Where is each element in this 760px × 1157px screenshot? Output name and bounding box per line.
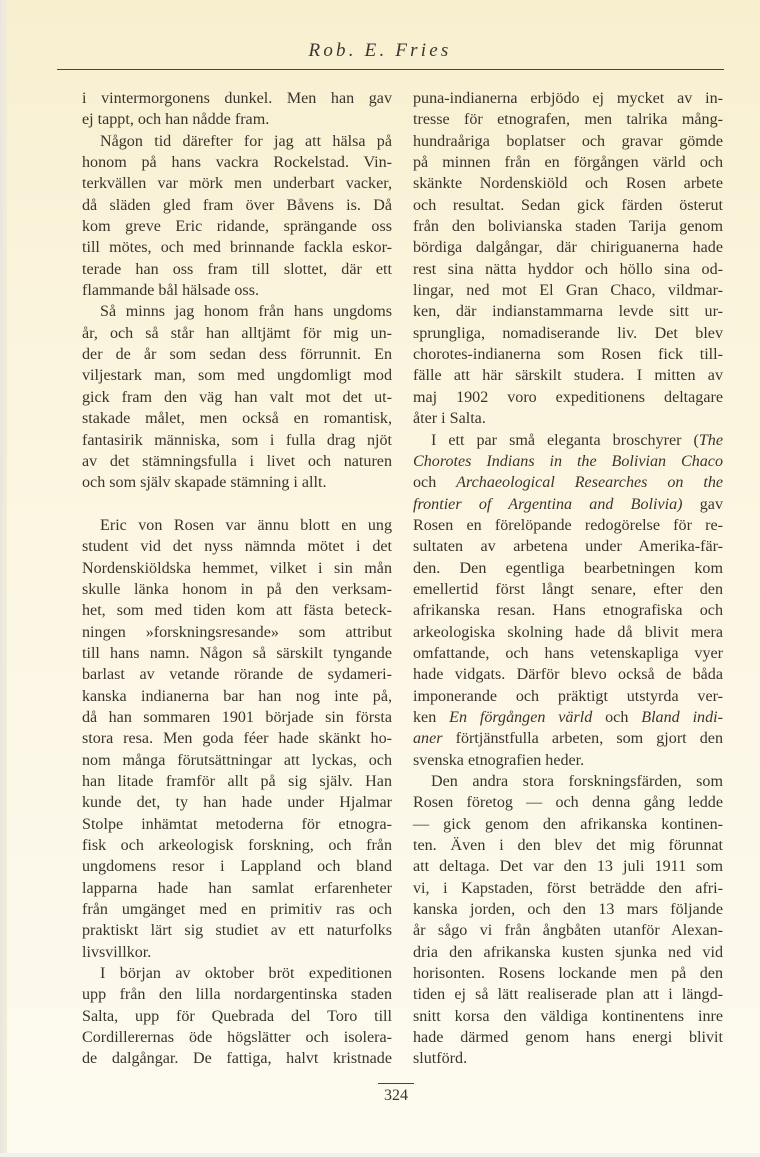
- text-run: I ett par små eleganta broschyrer (: [431, 431, 699, 449]
- text-line: bördiga dalgångar, där chiriguanerna hade: [413, 239, 723, 257]
- text-line: Cordillerernas öde högslätter och isolera-: [82, 1029, 392, 1047]
- text-line: han litade framför allt på sig själv. Han: [82, 773, 392, 790]
- text-line: från umgänget med en primitiv ras och: [82, 901, 392, 919]
- text-line: het, som med tiden kom att fästa beteck-: [82, 602, 392, 620]
- text-line: ningen »forskningsresande» som attribut: [82, 623, 392, 641]
- page-left-edge: [0, 0, 7, 1157]
- text-line: då han sommaren 1901 började sin första: [82, 708, 392, 726]
- text-run: gav: [682, 495, 723, 513]
- text-line: stakade målet, men också en romantisk,: [82, 410, 392, 428]
- italic-title: Bland indi-: [641, 708, 723, 726]
- text-line: åter i Salta.: [413, 410, 486, 428]
- text-line: [413, 494, 723, 515]
- page-number: 324: [384, 1087, 408, 1104]
- text-line: omfattande, och hans vetenskapliga vyer: [413, 644, 723, 662]
- text-line: år sågo vi från ångbåten utanför Alexan-: [413, 922, 723, 940]
- italic-title: frontier of Argentina and Bolivia): [413, 495, 683, 513]
- text-line: då släden gled fram över Båvens is. Då: [82, 196, 392, 214]
- text-line: lingar, ned mot El Gran Chaco, vildmar-: [413, 282, 723, 300]
- text-line: Den andra stora forskningsfärden, som: [431, 773, 723, 790]
- text-line: svenska etnografien heder.: [413, 751, 585, 769]
- text-line: gick fram den väg han valt mot det ut-: [82, 388, 392, 406]
- text-line: afrikanska resan. Hans etnografiska och: [413, 602, 723, 620]
- text-line: och som själv skapade stämning i allt.: [82, 474, 327, 492]
- text-line: der de år som sedan dess förrunnit. En: [82, 346, 392, 364]
- text-line: dria den afrikanska kusten sjunka ned vid: [413, 943, 723, 961]
- text-line: Nordenskiöldska hemmet, vilket i sin mån: [82, 559, 392, 577]
- text-line: upp från den lilla nordargentinska staden: [82, 986, 392, 1004]
- text-line: skänkte Nordenskiöld och Rosen arbete: [413, 175, 723, 193]
- text-line: Stolpe inhämtat metoderna för etnogra-: [82, 815, 392, 833]
- text-line: till hans namn. Någon så särskilt tyngande: [82, 644, 392, 662]
- paragraph-gap: [82, 494, 392, 515]
- text-line: vi, i Kapstaden, först beträdde den afri-: [413, 879, 723, 897]
- text-line: kom greve Eric ridande, sprängande oss: [82, 218, 392, 236]
- text-line: praktiskt lärt sig studiet av ett naturfolks: [82, 922, 392, 940]
- text-run: och: [413, 474, 457, 492]
- text-line: hade vidgats. Därför blevo också de båda: [413, 666, 723, 684]
- text-line: Salta, upp för Quebrada del Toro till: [82, 1007, 392, 1025]
- text-line: kanska jorden, och den 13 mars följande: [413, 901, 723, 919]
- text-line: chorotes-indianerna som Rosen fick till-: [413, 346, 723, 364]
- italic-title: aner: [413, 730, 443, 748]
- text-line: tiden ej så lätt realiserade plan att i längd-: [413, 986, 723, 1004]
- text-line: barlast av vetande rörande de sydameri-: [82, 666, 392, 684]
- text-run: förtjänstfulla arbeten, som gjort den: [442, 730, 723, 748]
- text-line: snitt korsa den väldiga kontinentens inre: [413, 1007, 723, 1025]
- text-line: ten. Även i den blev det mig förunnat: [413, 837, 723, 855]
- text-line: nom många förutsättningar att lyckas, och: [82, 751, 392, 769]
- text-line: [413, 707, 723, 728]
- text-line: Eric von Rosen var ännu blott en ung: [100, 516, 392, 534]
- text-line: [413, 430, 723, 451]
- text-line: stora resa. Men goda féer hade skänkt ho-: [82, 730, 392, 748]
- text-line: arkeologiska skolning hade då blivit mera: [413, 623, 723, 641]
- running-head: Rob. E. Fries: [308, 40, 452, 61]
- text-line: horisonten. Rosens lockande men på den: [413, 965, 723, 983]
- text-line: skulle länka honom in på den verksam-: [82, 580, 392, 598]
- italic-title: Chorotes Indians in the Bolivian Chaco: [413, 452, 723, 470]
- text-line: fisk och arkeologisk forskning, och från: [82, 837, 392, 855]
- text-line: Någon tid därefter for jag att hälsa på: [100, 132, 392, 150]
- text-line: att deltaga. Det var den 13 juli 1911 som: [413, 858, 723, 876]
- text-line: ej tappt, och han nådde fram.: [82, 111, 270, 129]
- text-line: i vintermorgonens dunkel. Men han gav: [82, 90, 392, 107]
- text-line: I början av oktober bröt expeditionen: [100, 965, 392, 983]
- text-line: lapparna hade han samlat erfarenheter: [82, 879, 392, 897]
- text-line: student vid det nyss nämnda mötet i det: [82, 538, 392, 556]
- text-line: terkvällen var mörk men underbart vacker,: [82, 175, 392, 193]
- text-line: slutförd.: [413, 1050, 468, 1068]
- text-line: ungdomens resor i Lappland och bland: [82, 858, 392, 876]
- header-rule: [57, 69, 724, 70]
- text-line: tresse för etnografen, men talrika mång-: [413, 111, 723, 129]
- page-bottom-edge: [0, 1153, 760, 1157]
- text-line: den. Den egentliga bearbetningen kom: [413, 559, 723, 577]
- text-line: maj 1902 voro expeditionens deltagare: [413, 388, 723, 406]
- text-line: kunde det, ty han hade under Hjalmar: [82, 794, 392, 812]
- text-line: hade därmed genom hans energi blivit: [413, 1029, 723, 1047]
- text-line: fälle att här särskilt studera. I mitten av: [413, 367, 723, 385]
- text-line: ken, där indianstammarna levde sitt ur-: [413, 303, 723, 321]
- right-column: [413, 88, 723, 1070]
- text-line: Så minns jag honom från hans ungdoms: [100, 303, 392, 321]
- text-line: flammande bål hälsade oss.: [82, 282, 259, 300]
- text-line: [413, 728, 723, 749]
- text-line: fantasirik människa, som i fulla drag njöt: [82, 431, 392, 449]
- text-line: terade han oss fram till slottet, där ett: [82, 260, 392, 278]
- text-run: ken: [413, 708, 450, 726]
- text-line: på minnen från en förgången värld och: [413, 154, 723, 172]
- text-line: Rosen en förelöpande redogörelse för re-: [413, 516, 723, 534]
- italic-title: The: [698, 431, 723, 449]
- text-line: de dalgångar. De fattiga, halvt kristnade: [82, 1050, 392, 1068]
- text-line: till mötes, och med brinnande fackla eskor-: [82, 239, 392, 257]
- text-line: och resultat. Sedan gick färden österut: [413, 196, 723, 214]
- left-column: [82, 88, 392, 1070]
- text-line: — gick genom den afrikanska kontinen-: [413, 815, 723, 833]
- text-line: [413, 451, 723, 472]
- text-line: hundraåriga boplatser och gravar gömde: [413, 132, 723, 150]
- italic-title: En förgången värld: [449, 708, 593, 726]
- italic-title: Archaeological Researches on the: [456, 474, 724, 492]
- text-run: och: [592, 708, 642, 726]
- text-line: emellertid först långt senare, efter den: [413, 580, 723, 598]
- text-line: Rosen företog — och denna gång ledde: [413, 794, 723, 812]
- text-line: år, och så står han alltjämt för mig un-: [82, 324, 392, 342]
- text-line: kanska indianerna bar han nog inte på,: [82, 687, 392, 705]
- text-line: livsvillkor.: [82, 943, 152, 961]
- text-line: rest sina nätta hyddor och höllo sina od-: [413, 260, 723, 278]
- text-line: [413, 472, 723, 493]
- text-line: sprungliga, nomadiserande liv. Det blev: [413, 324, 723, 342]
- text-line: puna-indianerna erbjödo ej mycket av in-: [413, 90, 723, 107]
- text-line: sultaten av arbetena under Amerika-fär-: [413, 538, 723, 556]
- text-line: imponerande och präktigt utstyrda ver-: [413, 687, 723, 705]
- footer-rule: [378, 1083, 414, 1084]
- text-line: av det stämningsfulla i livet och naturen: [82, 452, 392, 470]
- text-line: från den bolivianska staden Tarija genom: [413, 218, 723, 236]
- text-line: viljestark man, som med ungdomligt mod: [82, 367, 392, 385]
- text-line: honom på hans vackra Rockelstad. Vin-: [82, 154, 392, 172]
